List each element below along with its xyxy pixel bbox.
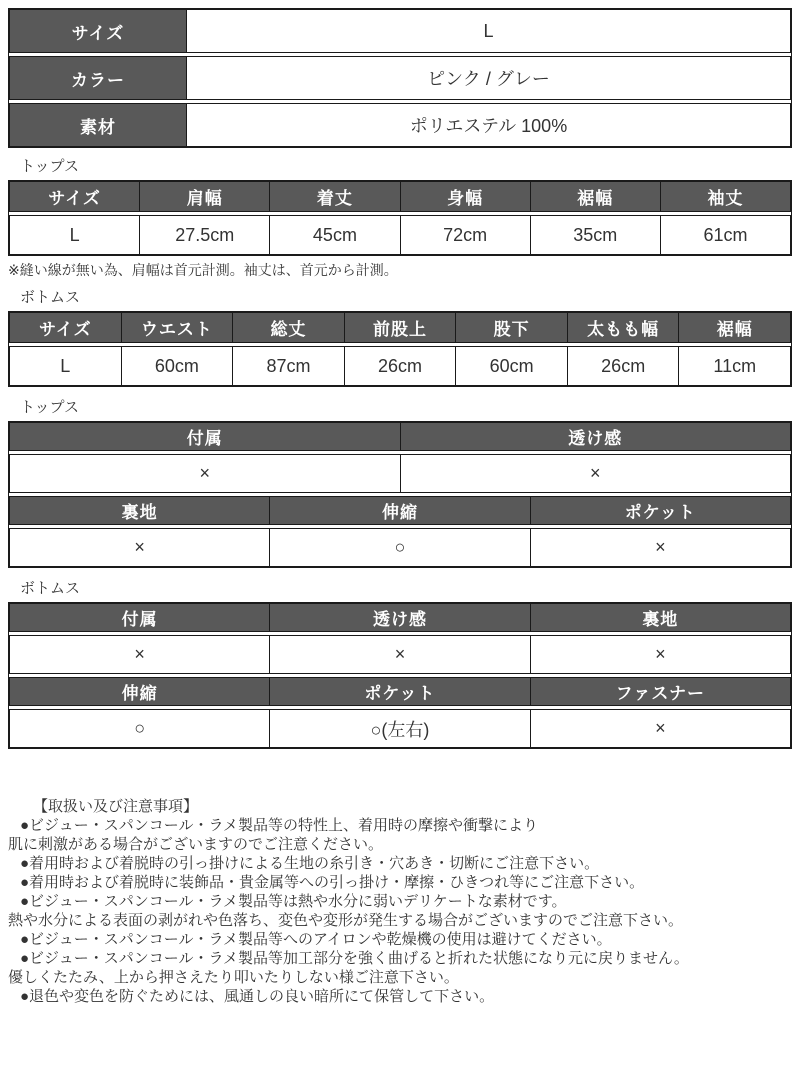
feature-value: × — [9, 528, 270, 567]
measurement-value: 45cm — [270, 215, 400, 255]
table-header-row — [9, 181, 791, 212]
table-row — [9, 635, 791, 674]
feature-value: × — [401, 454, 792, 493]
measurement-value: 60cm — [122, 346, 234, 386]
column-header: 袖丈 — [661, 181, 791, 212]
column-header: 太もも幅 — [568, 312, 680, 343]
column-header: 裾幅 — [679, 312, 791, 343]
feature-value: × — [531, 635, 791, 674]
feature-value: × — [9, 635, 270, 674]
care-notes-title: 【取扱い及び注意事項】 — [33, 798, 199, 815]
column-header: 裾幅 — [531, 181, 661, 212]
column-header: ウエスト — [122, 312, 234, 343]
column-header: 裏地 — [531, 603, 791, 632]
care-note-line: 優しくたたみ、上から押さえたり叩いたりしない様ご注意下さい。 — [8, 969, 459, 986]
column-header: 透け感 — [270, 603, 530, 632]
table-row — [9, 528, 791, 567]
feature-value: ○ — [9, 709, 270, 748]
column-header: 肩幅 — [140, 181, 270, 212]
feature-value: ○(左右) — [270, 709, 530, 748]
column-header: 透け感 — [401, 422, 792, 451]
column-header: 前股上 — [345, 312, 457, 343]
measurement-value: 87cm — [233, 346, 345, 386]
measurement-value: 11cm — [679, 346, 791, 386]
feature-value: × — [9, 454, 401, 493]
column-header: 伸縮 — [9, 677, 270, 706]
table-row — [9, 9, 791, 53]
bottoms-features-table — [8, 602, 792, 749]
column-header: 股下 — [456, 312, 568, 343]
measurement-value: 26cm — [568, 346, 680, 386]
table-header-row — [9, 422, 791, 451]
feature-value: × — [270, 635, 530, 674]
tops-features-label: トップス — [20, 399, 79, 416]
measurement-value: 26cm — [345, 346, 457, 386]
care-note-line: ●ビジュー・スパンコール・ラメ製品等は熱や水分に弱いデリケートな素材です。 — [20, 893, 567, 910]
care-note-line: ●着用時および着脱時に装飾品・貴金属等への引っ掛け・摩擦・ひきつれ等にご注意下さい。 — [20, 874, 645, 891]
care-note-line: ●ビジュー・スパンコール・ラメ製品等へのアイロンや乾燥機の使用は避けてください。 — [20, 931, 612, 948]
feature-value: × — [531, 528, 791, 567]
info-color-value: ピンク / グレー — [187, 56, 791, 100]
measurement-value: 61cm — [661, 215, 791, 255]
info-size-value: L — [187, 9, 791, 53]
table-row — [9, 103, 791, 147]
table-header-row — [9, 312, 791, 343]
column-header: 付属 — [9, 603, 270, 632]
table-row — [9, 215, 791, 255]
column-header: サイズ — [9, 312, 122, 343]
measurement-value: L — [9, 346, 122, 386]
info-size-label: サイズ — [9, 9, 187, 53]
tops-features-table — [8, 421, 792, 568]
table-header-row — [9, 677, 791, 706]
bottoms-features-label: ボトムス — [20, 580, 81, 597]
care-note-line: 熱や水分による表面の剥がれや色落ち、変色や変形が発生する場合がございますのでご注意下さい。 — [8, 912, 684, 929]
column-header: 総丈 — [233, 312, 345, 343]
bottoms-measurements-label: ボトムス — [20, 289, 81, 306]
column-header: サイズ — [9, 181, 140, 212]
table-row — [9, 56, 791, 100]
column-header: 裏地 — [9, 496, 270, 525]
table-row — [9, 709, 791, 748]
measurement-note: ※縫い線が無い為、肩幅は首元計測。袖丈は、首元から計測。 — [8, 262, 398, 278]
column-header: ポケット — [531, 496, 791, 525]
care-notes — [8, 797, 792, 1006]
feature-value: × — [531, 709, 791, 748]
table-header-row — [9, 603, 791, 632]
info-color-label: カラー — [9, 56, 187, 100]
column-header: ファスナー — [531, 677, 791, 706]
care-note-line: ●着用時および着脱時の引っ掛けによる生地の糸引き・穴あき・切断にご注意下さい。 — [20, 855, 600, 872]
table-row — [9, 346, 791, 386]
measurement-value: L — [9, 215, 140, 255]
info-material-value: ポリエステル 100% — [187, 103, 791, 147]
measurement-value: 35cm — [531, 215, 661, 255]
measurement-value: 60cm — [456, 346, 568, 386]
care-note-line: ●退色や変色を防ぐためには、風通しの良い暗所にて保管して下さい。 — [20, 988, 495, 1005]
column-header: 着丈 — [270, 181, 400, 212]
table-row — [9, 454, 791, 493]
feature-value: ○ — [270, 528, 530, 567]
care-note-line: 肌に刺激がある場合がございますのでご注意ください。 — [8, 836, 384, 853]
tops-measurements-table — [8, 180, 792, 256]
tops-measurements-label: トップス — [20, 158, 79, 175]
product-info-table — [8, 8, 792, 148]
column-header: 身幅 — [401, 181, 531, 212]
measurement-value: 72cm — [401, 215, 531, 255]
column-header: ポケット — [270, 677, 530, 706]
measurement-value: 27.5cm — [140, 215, 270, 255]
care-note-line: ●ビジュー・スパンコール・ラメ製品等の特性上、着用時の摩擦や衝撃により — [20, 817, 539, 834]
bottoms-measurements-table — [8, 311, 792, 387]
column-header: 付属 — [9, 422, 401, 451]
info-material-label: 素材 — [9, 103, 187, 147]
table-header-row — [9, 496, 791, 525]
care-note-line: ●ビジュー・スパンコール・ラメ製品等加工部分を強く曲げると折れた状態になり元に戻りません。 — [20, 950, 689, 967]
column-header: 伸縮 — [270, 496, 530, 525]
